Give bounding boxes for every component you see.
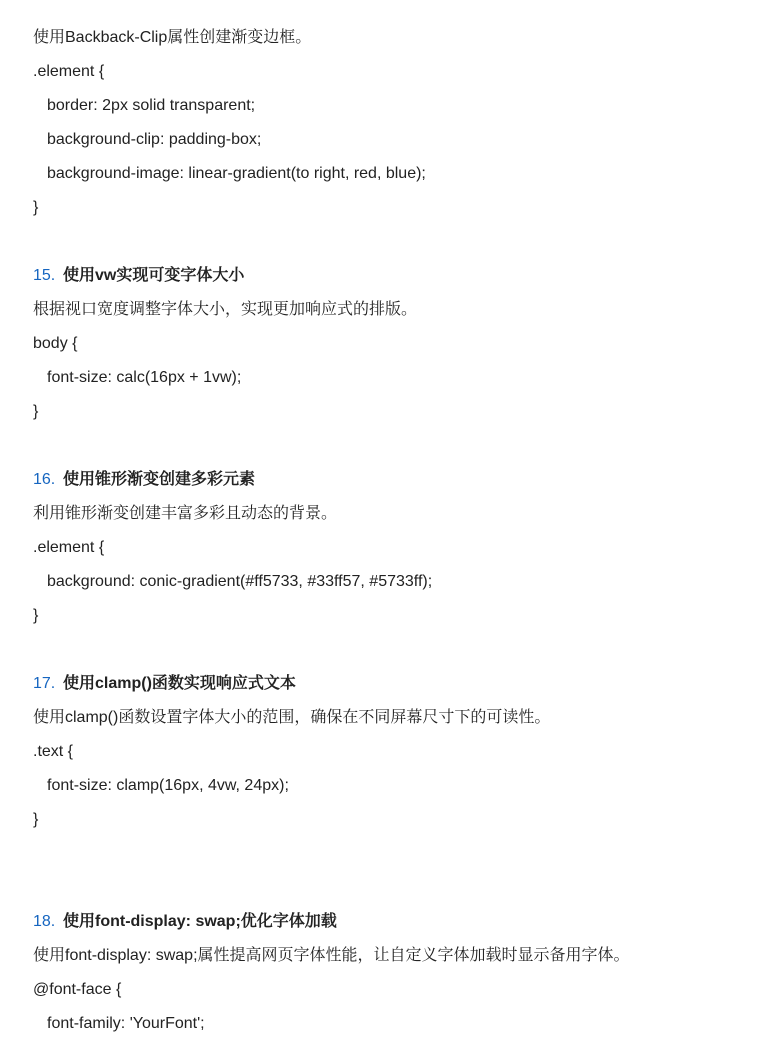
section-heading xyxy=(33,266,244,286)
code-line: font-family: 'YourFont'; xyxy=(47,1015,205,1032)
code-line: } xyxy=(33,811,39,828)
code-line: .element { xyxy=(33,539,105,556)
section-number: 17. xyxy=(33,675,56,692)
code-line: font-size: calc(16px + 1vw); xyxy=(47,369,242,386)
section-description: 使用font-display: swap;属性提高网页字体性能，让自定义字体加载时显示备用字体。 xyxy=(33,947,630,964)
section-title: 使用font-display: swap;优化字体加载 xyxy=(63,913,337,930)
code-line: border: 2px solid transparent; xyxy=(47,97,256,114)
section-description: 使用clamp()函数设置字体大小的范围，确保在不同屏幕尺寸下的可读性。 xyxy=(33,709,551,726)
code-line: .text { xyxy=(33,743,74,760)
code-line: font-size: clamp(16px, 4vw, 24px); xyxy=(47,777,289,794)
code-line: background-image: linear-gradient(to right, red, blue); xyxy=(47,165,426,182)
code-line: background-clip: padding-box; xyxy=(47,131,262,148)
code-line: body { xyxy=(33,335,78,352)
section-title: 使用锥形渐变创建多彩元素 xyxy=(63,471,256,488)
code-line: background: conic-gradient(#ff5733, #33ff57, #5733ff); xyxy=(47,573,433,590)
code-line: } xyxy=(33,607,39,624)
section-heading xyxy=(33,674,296,694)
section-description: 利用锥形渐变创建丰富多彩且动态的背景。 xyxy=(33,505,338,522)
section-number: 18. xyxy=(33,913,56,930)
section-title: 使用vw实现可变字体大小 xyxy=(63,267,245,284)
section-number: 15. xyxy=(33,267,56,284)
section-title: 使用clamp()函数实现响应式文本 xyxy=(63,675,296,692)
section-description: 根据视口宽度调整字体大小，实现更加响应式的排版。 xyxy=(33,301,418,318)
section-heading xyxy=(33,912,337,932)
code-line: .element { xyxy=(33,63,105,80)
code-line: } xyxy=(33,403,39,420)
section-number: 16. xyxy=(33,471,56,488)
code-line: } xyxy=(33,199,39,216)
intro-text: 使用Backback-Clip属性创建渐变边框。 xyxy=(33,29,312,46)
section-heading xyxy=(33,470,255,490)
code-line: @font-face { xyxy=(33,981,122,998)
